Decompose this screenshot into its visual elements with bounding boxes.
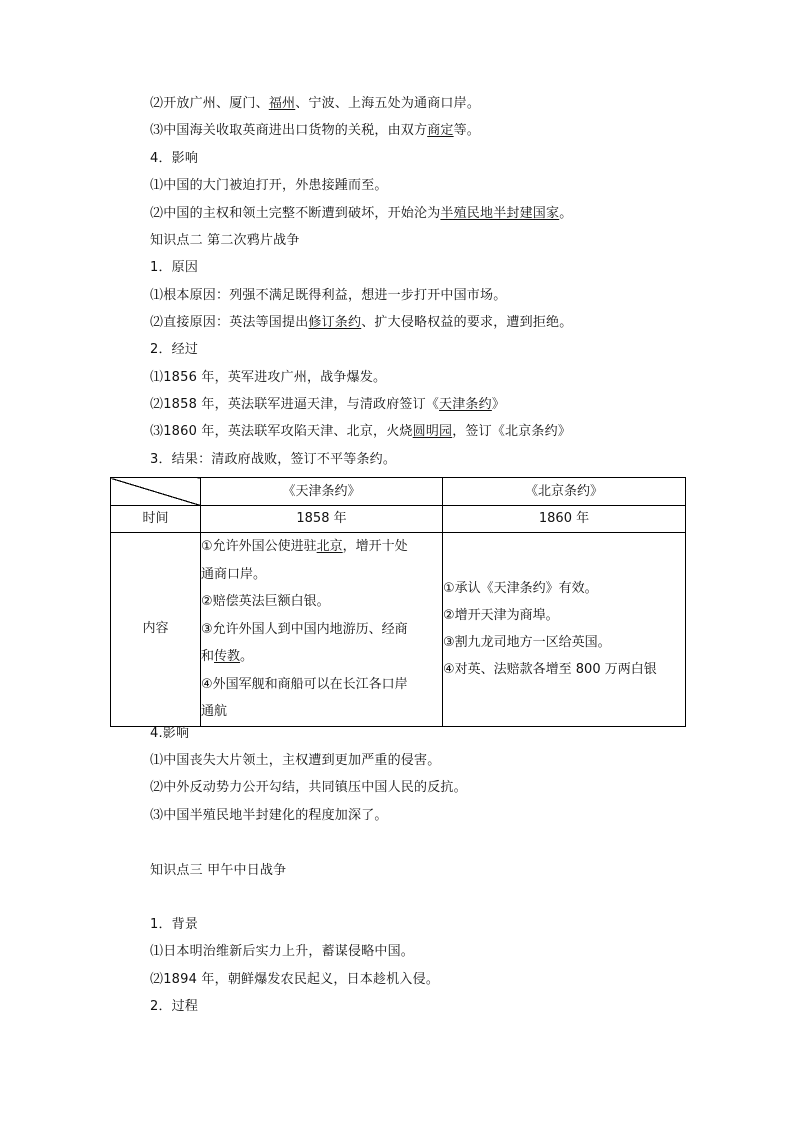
- background-item-1: ⑴日本明治维新后实力上升，蓄谋侵略中国。: [150, 944, 415, 959]
- list-item: ④对英、法赔款各增至 800 万两白银: [443, 662, 657, 678]
- process-heading: 2．经过: [150, 342, 199, 357]
- text: ，增开十处: [342, 539, 408, 554]
- opening-ports-item: [150, 95, 480, 113]
- content-beijing: [443, 533, 686, 727]
- cause-heading: 1．原因: [150, 260, 199, 275]
- event-item-1: ⑴1856 年，英军进攻广州，战争爆发。: [150, 370, 387, 385]
- background-item-2: ⑵1894 年，朝鲜爆发农民起义，日本趁机入侵。: [150, 972, 440, 987]
- result-line: 3．结果：清政府战败，签订不平等条约。: [150, 452, 397, 467]
- section-title-second-opium-war: 知识点二 第二次鸦片战争: [150, 233, 300, 248]
- event-item-2: [150, 396, 505, 414]
- cause-item-2: [150, 314, 572, 332]
- diagonal-corner-cell: [111, 478, 201, 506]
- underlined-term: 半殖民地半封建国家: [440, 206, 560, 221]
- header-beijing-treaty: 《北京条约》: [443, 478, 686, 506]
- underlined-term: 天津条约: [439, 397, 492, 412]
- impact2-item-1: ⑴中国丧失大片领土，主权遭到更加严重的侵害。: [150, 753, 441, 768]
- text: ⑵中国的主权和领土完整不断遭到破坏，开始沦为: [150, 206, 441, 221]
- list-item: [201, 533, 442, 561]
- list-item: ②增开天津为商埠。: [443, 608, 559, 624]
- text: 。: [559, 206, 573, 221]
- table-row-time: [111, 506, 686, 533]
- row-label-content: 内容: [111, 533, 201, 727]
- table-row-content: [111, 533, 686, 727]
- header-tianjin-treaty: 《天津条约》: [201, 478, 443, 506]
- content-tianjin: [201, 533, 443, 727]
- list-item: 通航: [201, 704, 228, 719]
- text: ⑶1860 年，英法联军攻陷天津、北京，火烧: [150, 424, 413, 439]
- list-item: 通商口岸。: [201, 566, 267, 582]
- list-item: ③允许外国人到中国内地游历、经商: [201, 621, 408, 637]
- text: 、宁波、上海五处为通商口岸。: [295, 96, 481, 111]
- underlined-term: 福州: [268, 96, 296, 111]
- underlined-term: 修订条约: [308, 315, 362, 330]
- text: ⑵开放广州、厦门、: [150, 96, 269, 111]
- impact2-item-3: ⑶中国半殖民地半封建化的程度加深了。: [150, 808, 388, 823]
- list-item: ①承认《天津条约》有效。: [443, 581, 598, 597]
- impact-heading-2: 4.影响: [150, 726, 190, 741]
- text: ，签订《北京条约》: [452, 424, 572, 439]
- text: ⑶中国海关收取英商进出口货物的关税，由双方: [150, 123, 428, 138]
- cause-item-1: ⑴根本原因：列强不满足既得利益，想进一步打开中国市场。: [150, 288, 507, 303]
- text: ①允许外国公使进驻: [201, 539, 317, 554]
- underlined-term: 商定: [427, 123, 454, 138]
- treaty-comparison-table: [110, 477, 686, 727]
- underlined-term: 北京: [316, 539, 343, 554]
- text: 、扩大侵略权益的要求，遭到拒绝。: [361, 315, 573, 330]
- text: ⑵1858 年，英法联军进逼天津，与清政府签订《: [150, 397, 440, 412]
- impact-heading: 4．影响: [150, 151, 199, 166]
- row-label-time: 时间: [111, 506, 201, 533]
- impact2-item-2: ⑵中外反动势力公开勾结，共同镇压中国人民的反抗。: [150, 780, 467, 795]
- underlined-term: 传教: [214, 649, 241, 664]
- text: 。: [240, 649, 254, 664]
- list-item: ④外国军舰和商船可以在长江各口岸: [201, 676, 408, 692]
- background-heading: 1．背景: [150, 917, 199, 932]
- underlined-term: 圆明园: [412, 424, 453, 439]
- course-heading: 2．过程: [150, 999, 199, 1014]
- event-item-3: [150, 423, 571, 441]
- list-item: ③割九龙司地方一区给英国。: [443, 635, 611, 651]
- list-item: ②赔偿英法巨额白银。: [201, 594, 330, 609]
- section-title-sino-japanese-war: 知识点三 甲午中日战争: [150, 863, 287, 878]
- impact-item-2: [150, 205, 572, 223]
- time-beijing: 1860 年: [443, 506, 686, 533]
- tariff-item: [150, 122, 480, 140]
- impact-item-1: ⑴中国的大门被迫打开，外患接踵而至。: [150, 178, 388, 193]
- time-tianjin: 1858 年: [201, 506, 443, 533]
- table-header-row: [111, 478, 686, 506]
- text: 和: [201, 649, 215, 664]
- text: ⑵直接原因：英法等国提出: [150, 315, 309, 330]
- text: 》: [491, 397, 506, 412]
- list-item: [201, 643, 442, 671]
- text: 等。: [453, 123, 481, 138]
